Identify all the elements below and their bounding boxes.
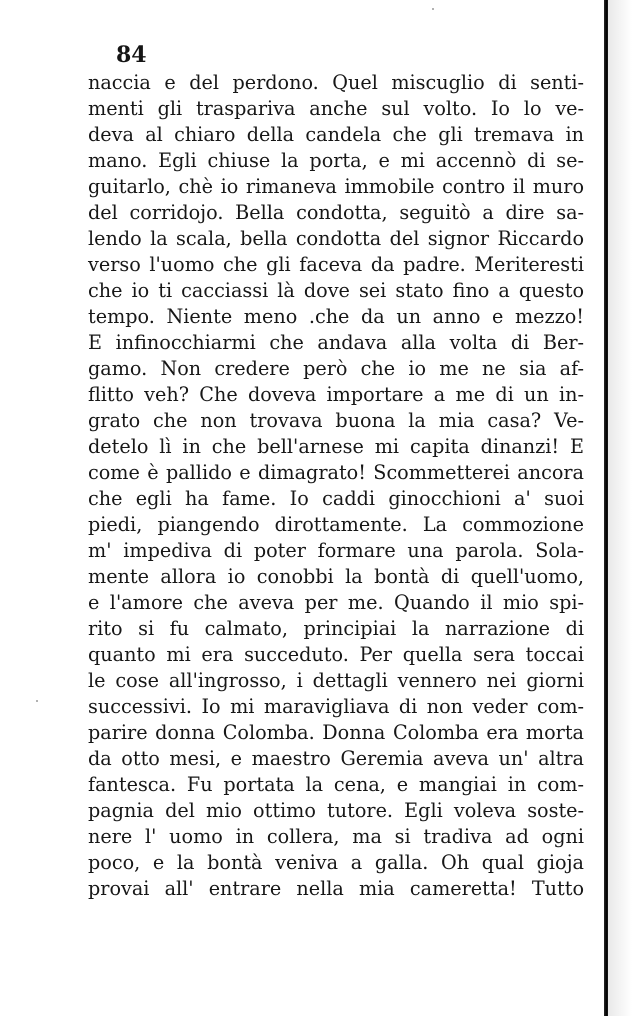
text-line: E infinocchiarmi che andava alla volta di Ber- [88,331,584,354]
text-line: detelo lì in che bell'arnese mi capita dinanzi! E [88,435,584,458]
text-line: piedi, piangendo dirottamente. La commozione [88,513,584,536]
text-line: guitarlo, chè io rimaneva immobile contro il muro [88,175,584,198]
paper-speck [432,8,434,10]
text-line: come è pallido e dimagrato! Scommetterei ancora [88,461,584,484]
text-line: m' impediva di poter formare una parola. Sola- [88,539,584,562]
text-line: rito si fu calmato, principiai la narrazione di [88,617,584,640]
text-line: mente allora io conobbi la bontà di quell'uomo, [88,565,584,588]
text-line: naccia e del perdono. Quel miscuglio di senti- [88,71,584,94]
text-line: mano. Egli chiuse la porta, e mi accennò di se- [88,149,584,172]
text-line: fantesca. Fu portata la cena, e mangiai in com- [88,773,584,796]
text-line: tempo. Niente meno .che da un anno e mezzo! [88,305,584,328]
page-number: 84 [116,42,147,68]
text-line: quanto mi era succeduto. Per quella sera toccai [88,643,584,666]
text-line: le cose all'ingrosso, i dettagli vennero nei giorni [88,669,584,692]
text-line: poco, e la bontà veniva a galla. Oh qual gioja [88,851,584,874]
text-line: parire donna Colomba. Donna Colomba era morta [88,721,584,744]
text-line: del corridojo. Bella condotta, seguitò a dire sa- [88,201,584,224]
text-line: provai all' entrare nella mia cameretta! Tutto [88,877,584,900]
text-line: menti gli traspariva anche sul volto. Io lo ve- [88,97,584,120]
body-text [88,70,584,902]
page-binding-shadow [608,0,632,1016]
text-line: nere l' uomo in collera, ma si tradiva ad ogni [88,825,584,848]
paper-speck [36,700,38,702]
text-line: e l'amore che aveva per me. Quando il mio spi- [88,591,584,614]
text-line: deva al chiaro della candela che gli tremava in [88,123,584,146]
text-line: che egli ha fame. Io caddi ginocchioni a' suoi [88,487,584,510]
text-line: successivi. Io mi maravigliava di non veder com- [88,695,584,718]
text-line: grato che non trovava buona la mia casa? Ve- [88,409,584,432]
text-line: flitto veh? Che doveva importare a me di un in- [88,383,584,406]
text-line: da otto mesi, e maestro Geremia aveva un' altra [88,747,584,770]
text-line: pagnia del mio ottimo tutore. Egli voleva soste- [88,799,584,822]
text-line: che io ti cacciassi là dove sei stato fino a questo [88,279,584,302]
text-line: verso l'uomo che gli faceva da padre. Meriteresti [88,253,584,276]
text-line: lendo la scala, bella condotta del signor Riccardo [88,227,584,250]
text-line: gamo. Non credere però che io me ne sia af- [88,357,584,380]
